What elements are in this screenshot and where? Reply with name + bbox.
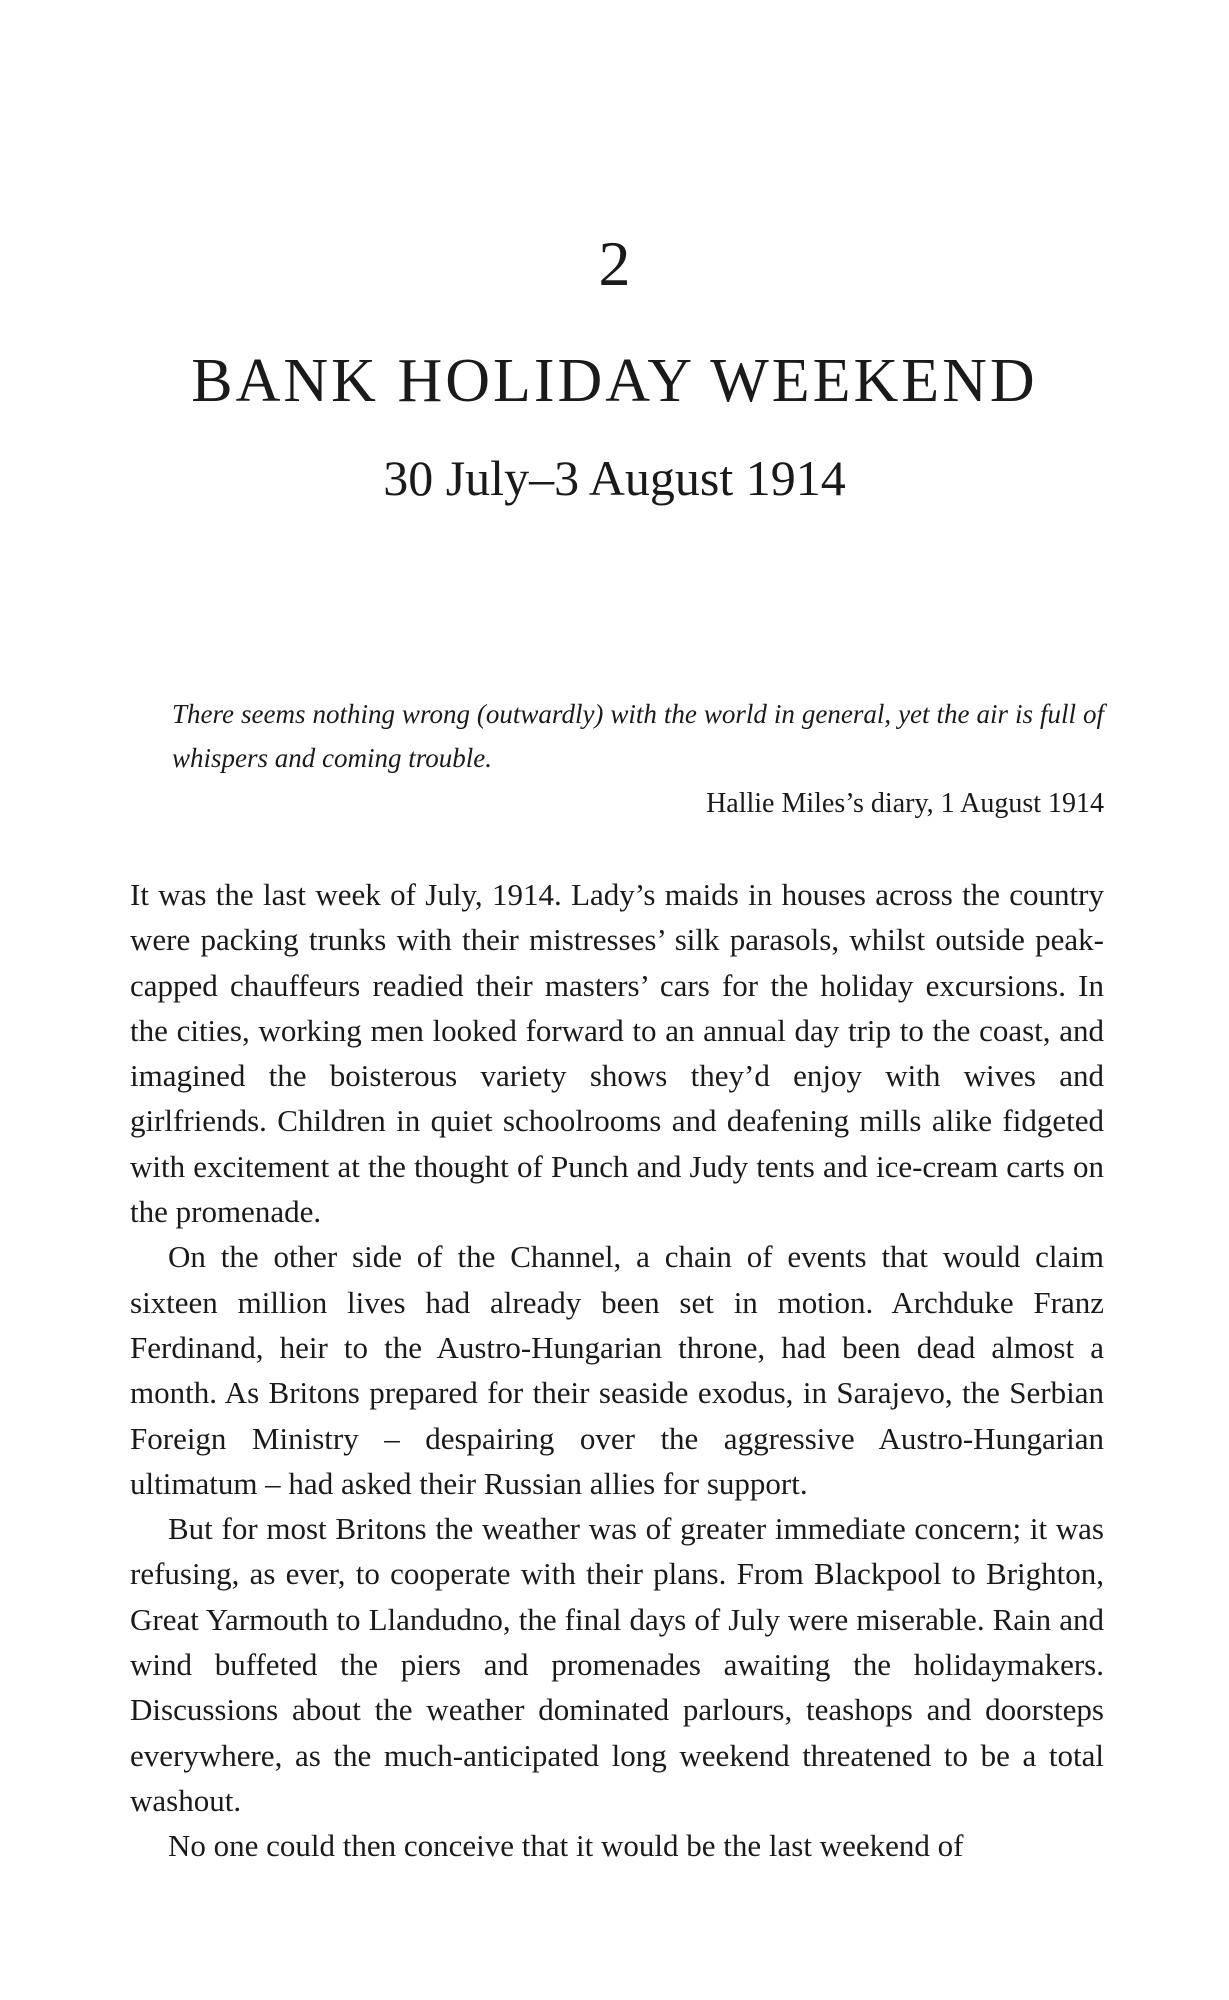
chapter-body bbox=[130, 872, 1104, 1869]
epigraph bbox=[172, 692, 1104, 826]
body-paragraph: On the other side of the Channel, a chain of events that would claim sixteen million lives had already been set in motion. Archduke Franz Ferdinand, heir to the Austro-Hungarian throne, had been dead almost a month. As Britons prepared for their seaside exodus, in Sarajevo, the Serbian Foreign Ministry – despairing over the aggressive Austro-Hungarian ultimatum – had asked their Russian allies for support. bbox=[130, 1239, 1104, 1501]
chapter-title: BANK HOLIDAY WEEKEND bbox=[191, 347, 1038, 415]
body-paragraph: But for most Britons the weather was of greater immediate concern; it was refusing, as ever, to cooperate with their plans. From Blackpool to Brighton, Great Yarmouth to Llandudno, the final days of July were miserable. Rain and wind buffeted the piers and promenades awaiting the holidaymakers. Discussions about the weather dominated parlours, teashops and doorsteps everywhere, as the much-anticipated long weekend threatened to be a total washout. bbox=[130, 1511, 1104, 1818]
chapter-dates: 30 July–3 August 1914 bbox=[383, 450, 846, 506]
epigraph-attribution: Hallie Miles’s diary, 1 August 1914 bbox=[706, 788, 1104, 819]
epigraph-quote: There seems nothing wrong (outwardly) with the world in general, yet the air is full of whispers and coming trouble. bbox=[172, 699, 1104, 773]
body-paragraph: It was the last week of July, 1914. Lady’s maids in houses across the country were packing trunks with their mistresses’ silk parasols, whilst outside peak-capped chauffeurs readied their masters’ cars for the holiday excursions. In the cities, working men looked forward to an annual day trip to the coast, and imagined the boisterous variety shows they’d enjoy with wives and girlfriends. Children in quiet schoolrooms and deafening mills alike fidgeted with excitement at the thought of Punch and Judy tents and ice-cream carts on the promenade. bbox=[130, 877, 1104, 1230]
chapter-number: 2 bbox=[598, 228, 631, 299]
body-paragraph: No one could then conceive that it would be the last weekend of bbox=[168, 1828, 964, 1864]
